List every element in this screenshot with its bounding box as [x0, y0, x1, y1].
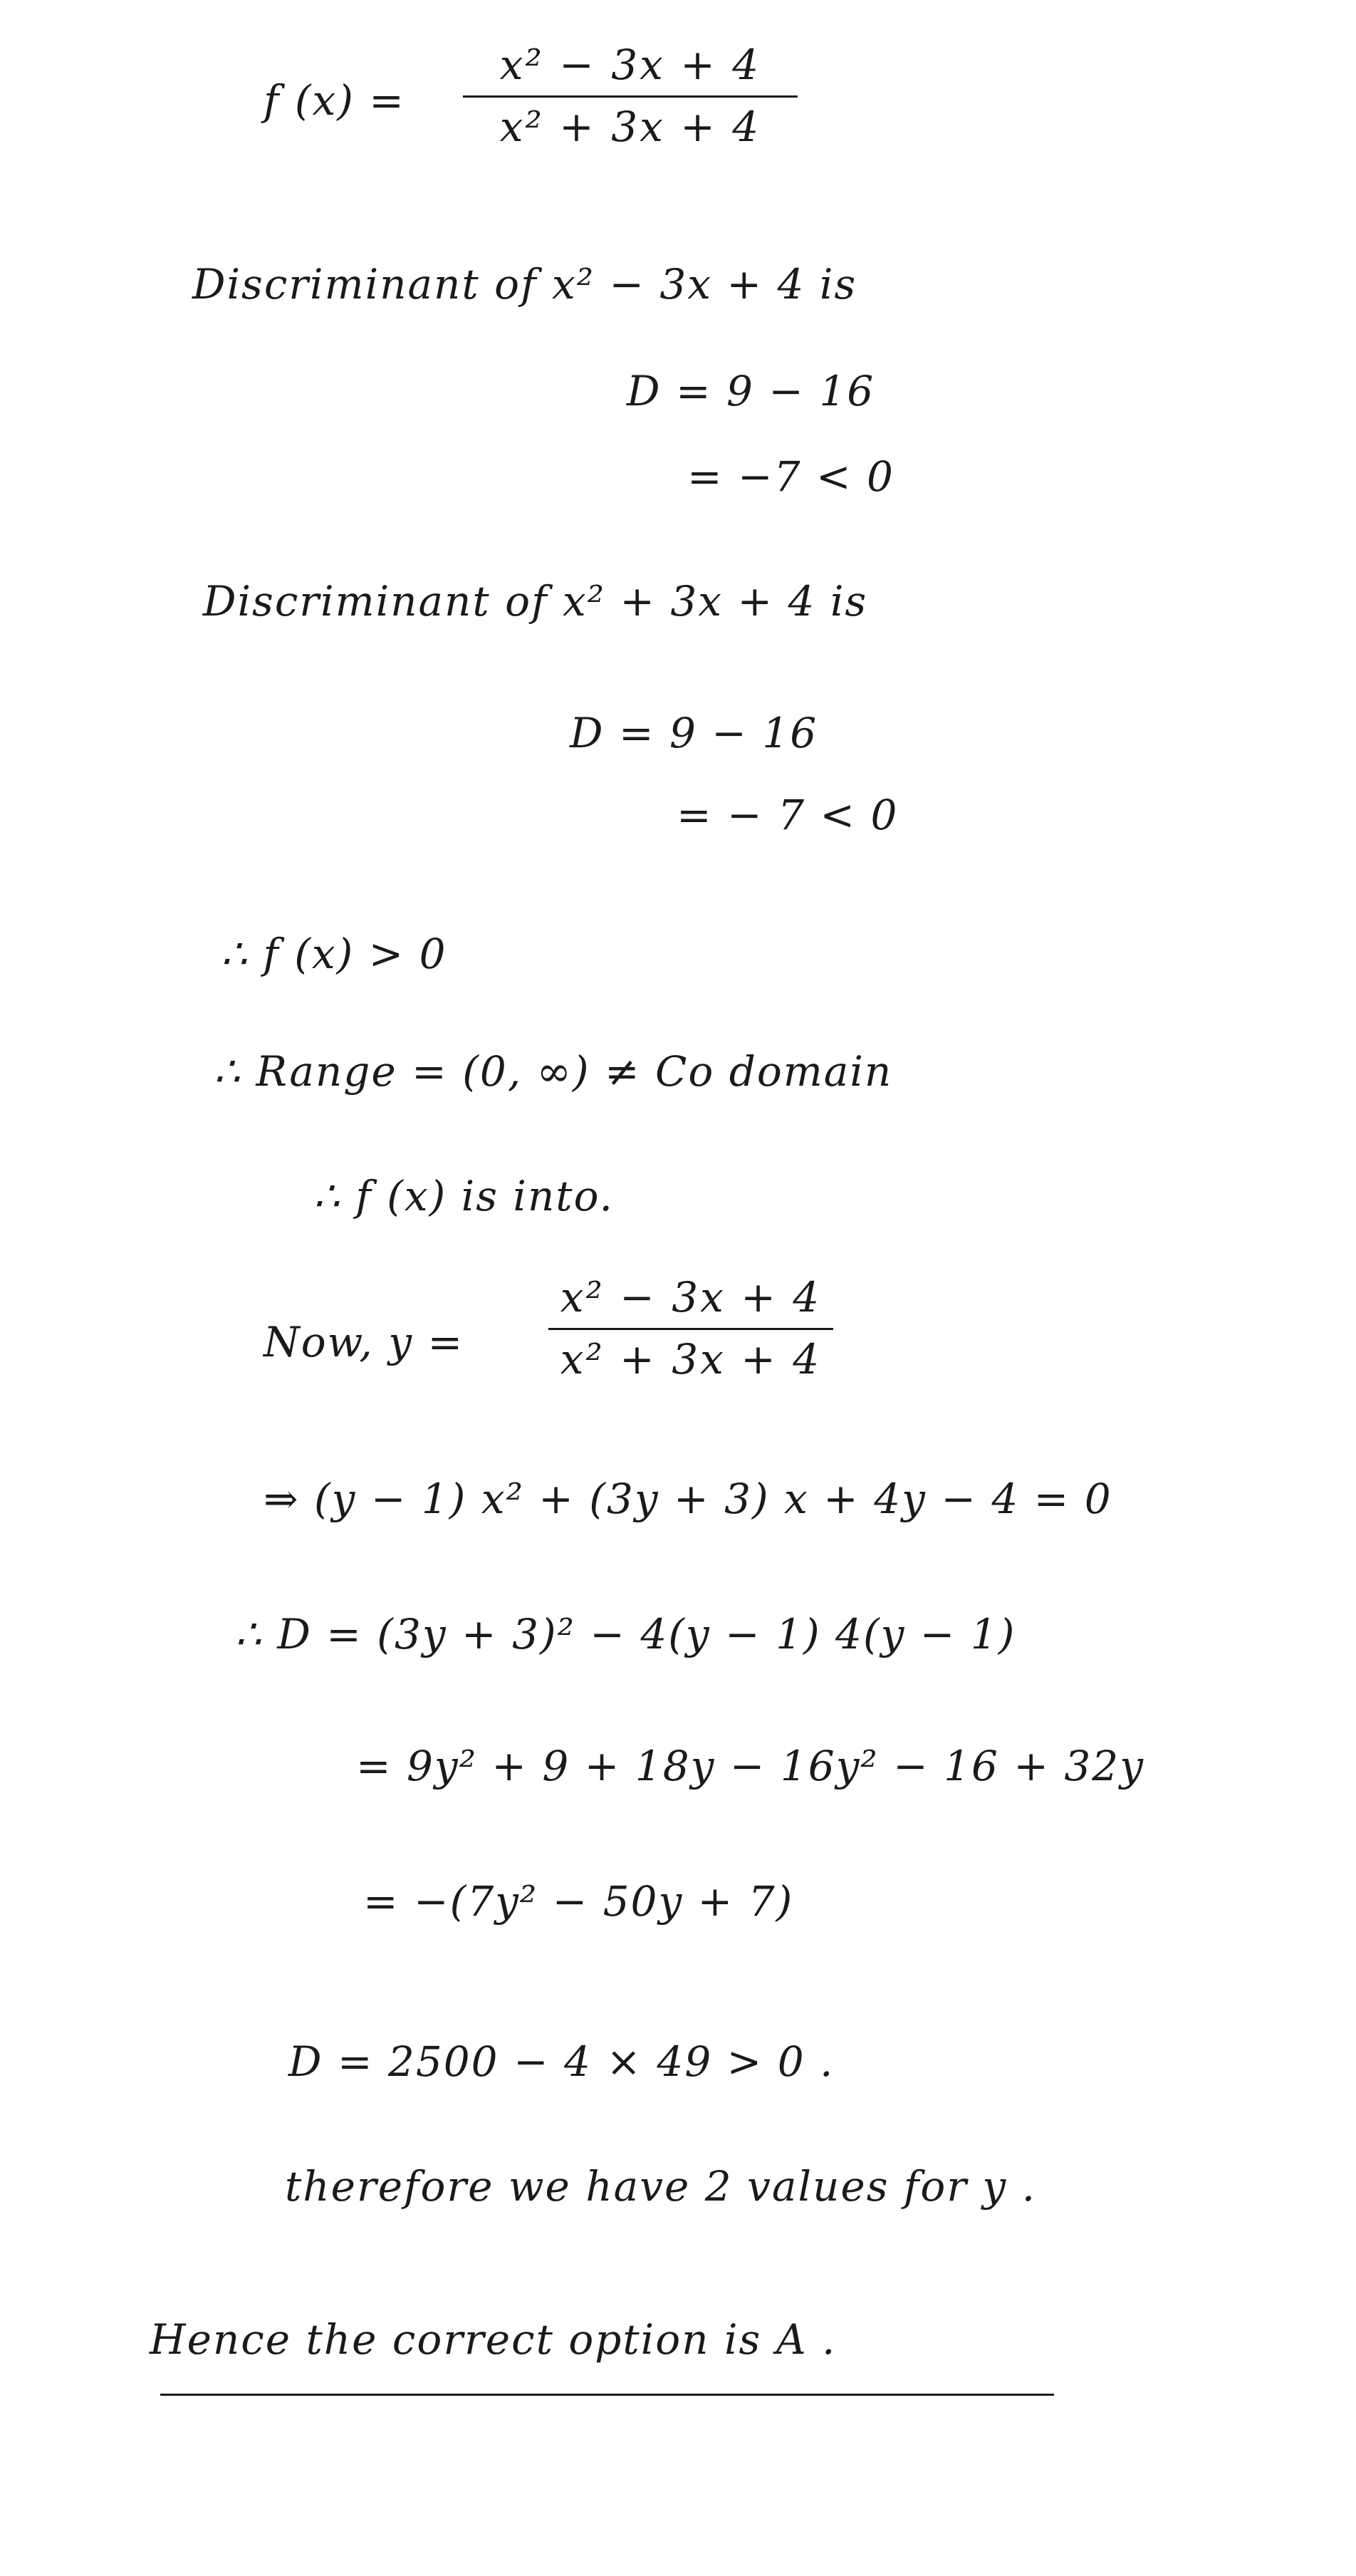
f-positive: ∴ f (x) > 0	[221, 930, 447, 978]
into-statement: ∴ f (x) is into.	[313, 1172, 614, 1220]
conclusion-underline	[160, 2394, 1054, 2396]
y-fraction	[548, 1275, 833, 1383]
y-numerator: x² − 3x + 4	[560, 1273, 822, 1321]
y-denominator: x² + 3x + 4	[560, 1334, 822, 1383]
function-fraction	[463, 43, 798, 150]
discriminant-3-expanded: = 9y² + 9 + 18y − 16y² − 16 + 32y	[356, 1742, 1144, 1790]
therefore-statement: therefore we have 2 values for y .	[285, 2162, 1037, 2211]
fraction-bar	[548, 1328, 833, 1330]
final-discriminant: D = 2500 − 4 × 49 > 0 .	[288, 2037, 835, 2086]
discriminant-2-value: D = 9 − 16	[570, 709, 818, 757]
discriminant-1-result: = −7 < 0	[687, 452, 895, 501]
now-lhs: Now, y =	[264, 1318, 464, 1366]
discriminant-1-value: D = 9 − 16	[627, 367, 875, 415]
quadratic-equation: ⇒ (y − 1) x² + (3y + 3) x + 4y − 4 = 0	[264, 1475, 1112, 1523]
function-numerator: x² − 3x + 4	[499, 41, 761, 89]
fraction-bar	[463, 95, 798, 98]
function-lhs: f (x) =	[264, 76, 405, 125]
discriminant-2-result: = − 7 < 0	[677, 791, 899, 839]
discriminant-3: ∴ D = (3y + 3)² − 4(y − 1) 4(y − 1)	[235, 1610, 1016, 1658]
discriminant-3-simplified: = −(7y² − 50y + 7)	[363, 1877, 794, 1926]
conclusion-statement: Hence the correct option is A .	[150, 2315, 837, 2364]
range-statement: ∴ Range = (0, ∞) ≠ Co domain	[214, 1047, 893, 1096]
discriminant-2-intro: Discriminant of x² + 3x + 4 is	[203, 577, 868, 625]
discriminant-1-intro: Discriminant of x² − 3x + 4 is	[192, 260, 857, 308]
function-denominator: x² + 3x + 4	[499, 102, 761, 151]
